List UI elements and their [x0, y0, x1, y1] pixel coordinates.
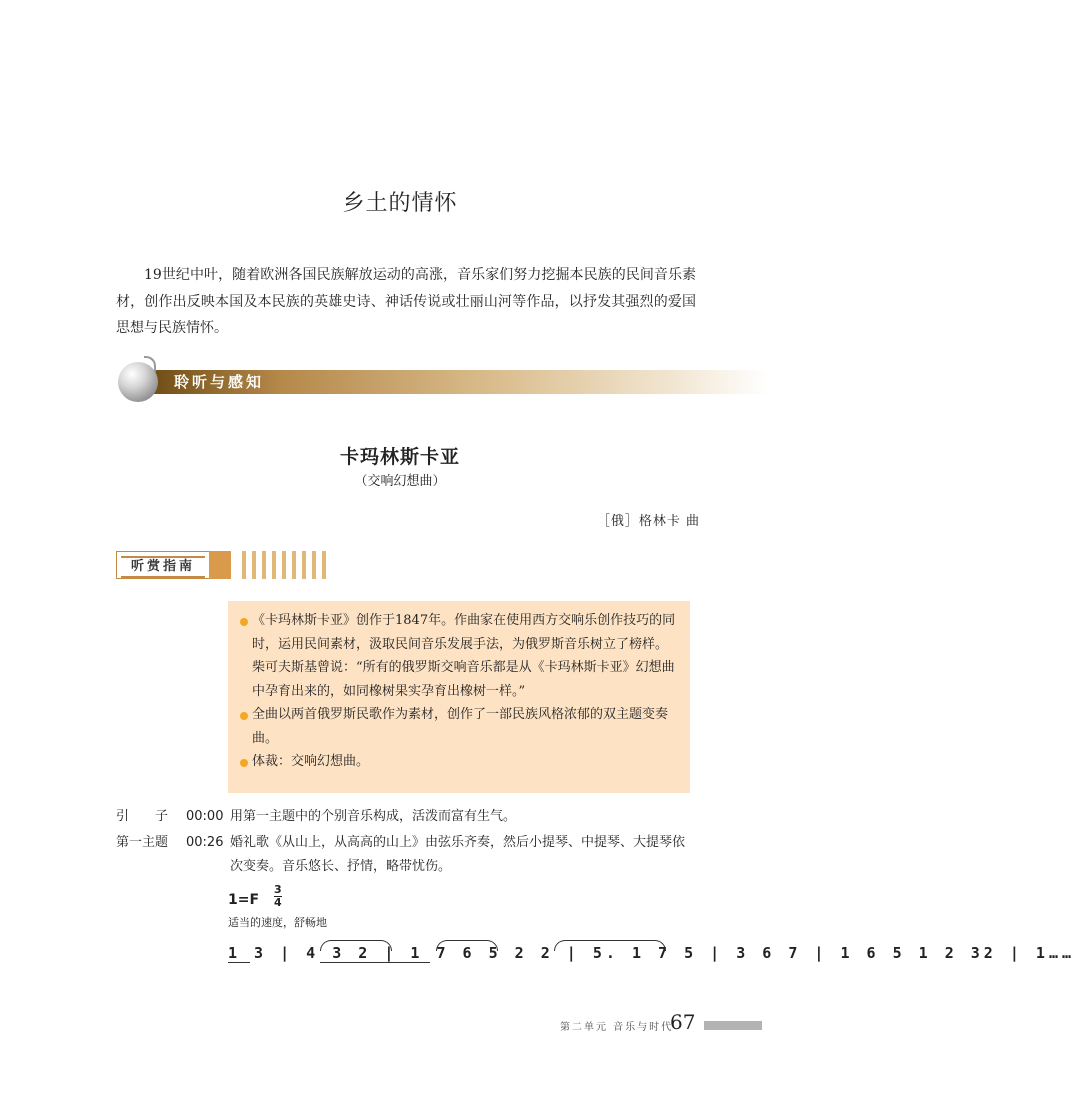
beam-line	[320, 962, 430, 963]
guide-bullet-text: 体裁：交响幻想曲。	[252, 754, 370, 769]
guide-bullet	[240, 750, 680, 774]
piece-title: 卡玛林斯卡亚	[339, 446, 460, 468]
guide-label-box	[116, 551, 210, 579]
score-tempo: 适当的速度，舒畅地	[228, 916, 327, 929]
timeline-label: 第一主题	[116, 835, 169, 850]
timeline-time: 00:26	[186, 835, 224, 850]
time-sig-bottom: 4	[274, 896, 282, 909]
bullet-dot-icon	[240, 759, 248, 767]
intro-paragraph: 19世纪中叶，随着欧洲各国民族解放运动的高涨，音乐家们努力挖掘本民族的民间音乐素材，创作出反映本国及本民族的英雄史诗、神话传说或壮丽山河等作品，以抒发其强烈的爱国思想与民族情怀。	[116, 267, 696, 336]
guide-label: 听赏指南	[121, 556, 205, 578]
footer-unit: 第二单元 音乐与时代	[560, 1022, 674, 1033]
music-score	[228, 883, 1075, 980]
footer-bar	[704, 1021, 762, 1030]
listen-banner	[118, 362, 768, 398]
bullet-dot-icon	[240, 712, 248, 720]
guide-bullet-text: 全曲以两首俄罗斯民歌作为素材，创作了一部民族风格浓郁的双主题变奏曲。	[252, 707, 669, 746]
timeline-row	[0, 831, 800, 879]
guide-tab	[116, 551, 330, 579]
guide-accent-bar	[209, 551, 231, 579]
guide-content-box	[228, 601, 690, 793]
piece-subtitle: （交响幻想曲）	[354, 474, 446, 489]
music-note-icon	[144, 356, 156, 372]
time-sig-top: 3	[274, 883, 282, 896]
guide-bullet-text: 《卡玛林斯卡亚》创作于1847年。作曲家在使用西方交响乐创作技巧的同时，运用民间素材，汲取民间音乐发展手法，为俄罗斯音乐树立了榜样。柴可夫斯基曾说：“所有的俄罗斯交响音乐都是从《卡玛林斯卡亚》幻想曲中孕育出来的，如同橡树果实孕育出橡树一样。”	[252, 613, 676, 699]
guide-bullet	[240, 703, 680, 750]
slur-mark	[320, 940, 392, 951]
banner-label: 聆听与感知	[174, 373, 265, 391]
slur-mark	[554, 940, 666, 951]
time-signature	[274, 884, 282, 909]
beam-line	[228, 962, 250, 963]
score-notes: 1 3 | 4 3 2 | 1 7 6 5 2 2 | 5. 1 7 5 | 3 6 7 | 1 6 5 1 2 32 | 1……	[228, 944, 1075, 962]
timeline-label: 引 子	[116, 809, 169, 824]
slur-mark	[436, 940, 498, 951]
composer-credit: ［俄］格林卡 曲	[596, 514, 700, 529]
bullet-dot-icon	[240, 618, 248, 626]
page-number: 67	[670, 1010, 696, 1034]
guide-bullet	[240, 609, 680, 703]
timeline-desc: 婚礼歌《从山上，从高高的山上》由弦乐齐奏，然后小提琴、中提琴、大提琴依次变奏。音乐悠长、抒情，略带忧伤。	[230, 835, 686, 874]
timeline-row	[0, 805, 800, 829]
timeline-time: 00:00	[186, 809, 224, 824]
timeline-desc: 用第一主题中的个别音乐构成，活泼而富有生气。	[230, 809, 517, 824]
score-key: 1=F	[228, 892, 260, 908]
section-title: 乡土的情怀	[342, 191, 458, 216]
guide-stripes	[242, 551, 332, 579]
